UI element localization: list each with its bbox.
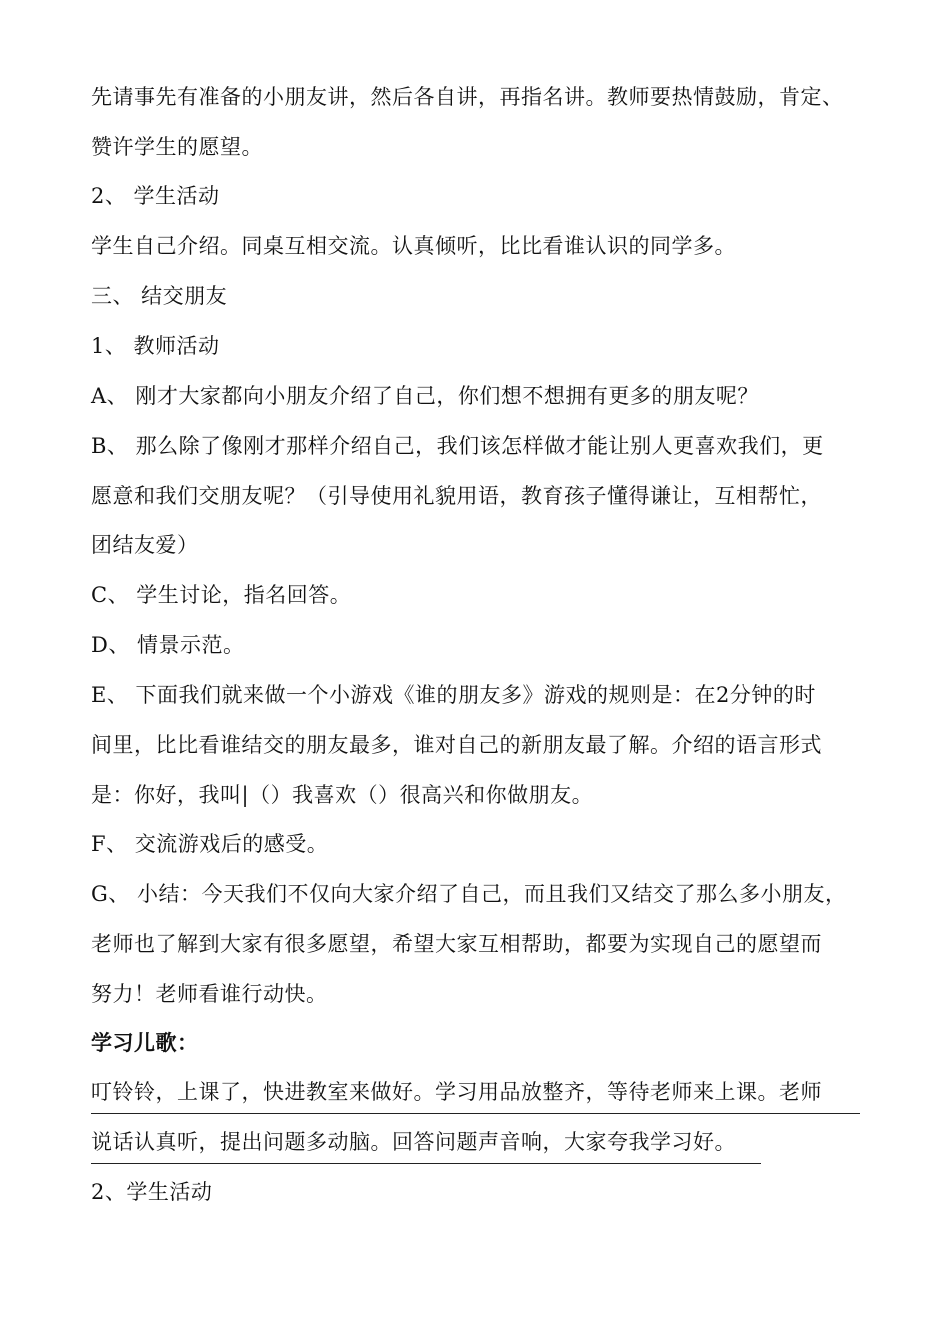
song-title: 学习儿歌： (91, 1031, 199, 1055)
paragraph-line: 团结友爱） (91, 533, 199, 557)
paragraph-line: 努力！老师看谁行动快。 (91, 982, 328, 1006)
list-item: E、 下面我们就来做一个小游戏《谁的朋友多》游戏的规则是：在2分钟的时 (91, 683, 816, 707)
section-heading: 三、 结交朋友 (91, 284, 228, 308)
paragraph-line: 先请事先有准备的小朋友讲，然后各自讲，再指名讲。教师要热情鼓励，肯定、 (91, 85, 844, 109)
section-heading: 2、 学生活动 (91, 184, 220, 208)
song-line-text: 叮铃铃，上课了，快进教室来做好。学习用品放整齐，等待老师来上课。老师 (91, 1077, 860, 1114)
paragraph-line: 学生自己介绍。同桌互相交流。认真倾听，比比看谁认识的同学多。 (91, 234, 736, 258)
paragraph-line: 是：你好，我叫|（）我喜欢（）很高兴和你做朋友。 (91, 783, 594, 807)
list-item: D、 情景示范。 (91, 633, 245, 657)
list-item: G、 小结：今天我们不仅向大家介绍了自己，而且我们又结交了那么多小朋友， (91, 882, 847, 906)
paragraph-line: 老师也了解到大家有很多愿望，希望大家互相帮助，都要为实现自己的愿望而 (91, 932, 822, 956)
list-item: F、 交流游戏后的感受。 (91, 832, 329, 856)
song-line-text: 说话认真听，提出问题多动脑。回答问题声音响，大家夸我学习好。 (91, 1127, 761, 1164)
list-item: B、 那么除了像刚才那样介绍自己，我们该怎样做才能让别人更喜欢我们，更 (91, 434, 824, 458)
list-item: C、 学生讨论，指名回答。 (91, 583, 352, 607)
paragraph-line: 间里，比比看谁结交的朋友最多，谁对自己的新朋友最了解。介绍的语言形式 (91, 733, 822, 757)
paragraph-line: 赞许学生的愿望。 (91, 135, 263, 159)
paragraph-line: 愿意和我们交朋友呢？（引导使用礼貌用语，教育孩子懂得谦让，互相帮忙， (91, 484, 822, 508)
section-heading: 1、 教师活动 (91, 334, 220, 358)
song-line (91, 1127, 761, 1164)
list-item: A、 刚才大家都向小朋友介绍了自己，你们想不想拥有更多的朋友呢？ (91, 384, 759, 408)
section-heading: 2、学生活动 (91, 1180, 213, 1204)
song-line (91, 1077, 860, 1114)
